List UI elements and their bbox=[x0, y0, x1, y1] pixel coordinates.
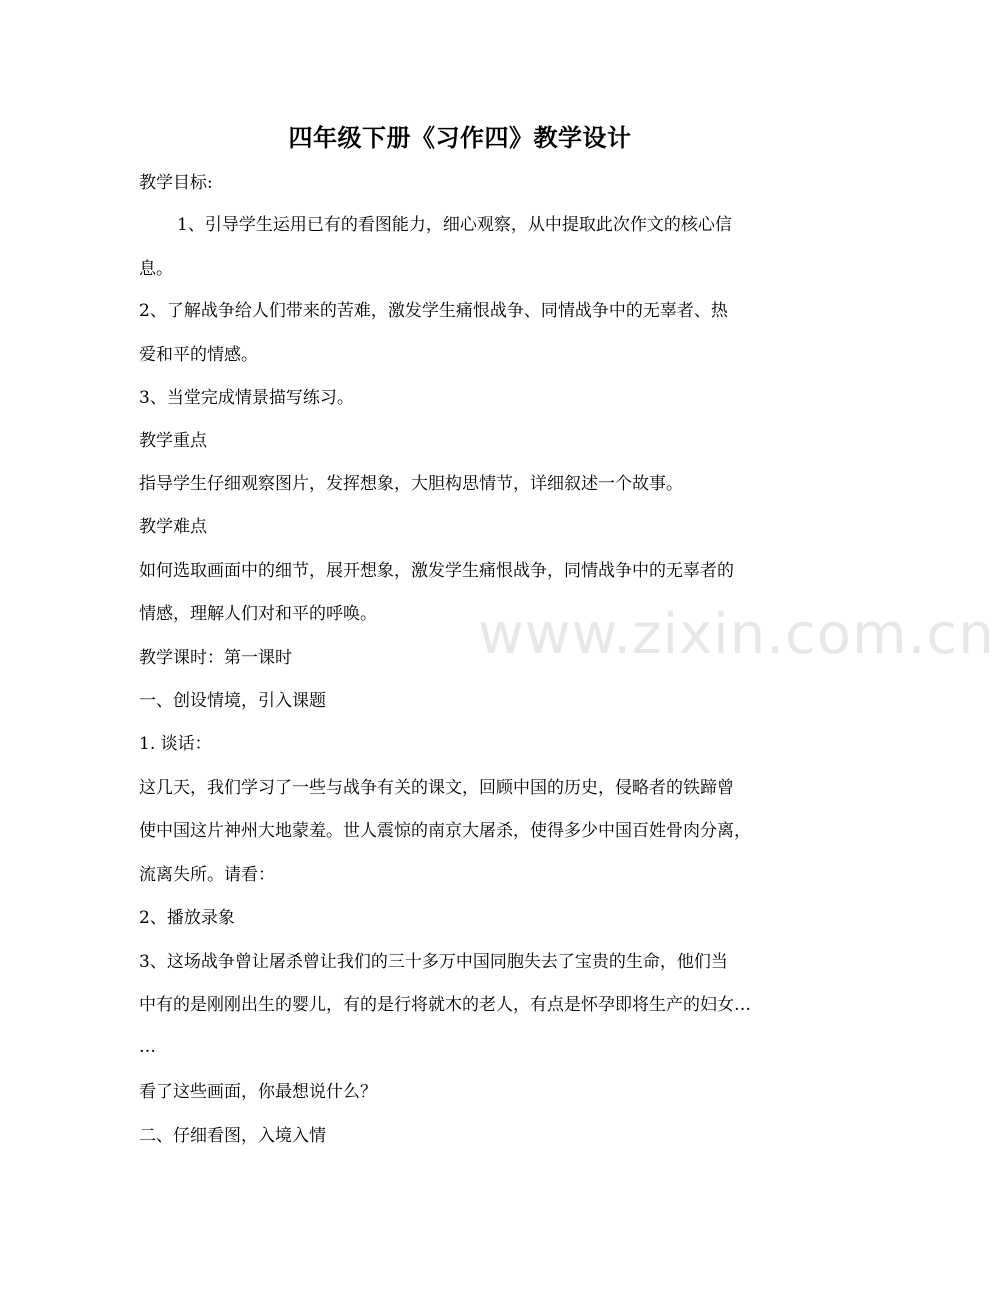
paragraph-line: 流离失所。请看： bbox=[139, 865, 275, 885]
section-heading-objectives: 教学目标: bbox=[139, 173, 213, 193]
paragraph-line: … bbox=[139, 1037, 156, 1057]
paragraph-line: 指导学生仔细观察图片，发挥想象，大胆构思情节，详细叙述一个故事。 bbox=[139, 474, 683, 494]
paragraph-line: 爱和平的情感。 bbox=[139, 345, 258, 365]
paragraph-line: 3、当堂完成情景描写练习。 bbox=[139, 388, 354, 408]
section-heading-periods: 教学课时：第一课时 bbox=[139, 648, 292, 668]
paragraph-line: 情感，理解人们对和平的呼唤。 bbox=[139, 604, 377, 624]
section-heading-part-one: 一、创设情境，引入课题 bbox=[139, 691, 326, 711]
section-heading-key-points: 教学重点 bbox=[139, 431, 207, 451]
paragraph-line: 1. 谈话： bbox=[139, 734, 212, 754]
document-title: 四年级下册《习作四》教学设计 bbox=[288, 123, 632, 152]
paragraph-line: 使中国这片神州大地蒙羞。世人震惊的南京大屠杀，使得多少中国百姓骨肉分离， bbox=[139, 821, 751, 841]
paragraph-line: 如何选取画面中的细节，展开想象，激发学生痛恨战争，同情战争中的无辜者的 bbox=[139, 561, 734, 581]
paragraph-line: 息。 bbox=[139, 259, 173, 279]
paragraph-line: 中有的是刚刚出生的婴儿，有的是行将就木的老人，有点是怀孕即将生产的妇女… bbox=[139, 995, 751, 1015]
paragraph-line: 这几天，我们学习了一些与战争有关的课文，回顾中国的历史，侵略者的铁蹄曾 bbox=[139, 778, 734, 798]
paragraph-line: 3、这场战争曾让屠杀曾让我们的三十多万中国同胞失去了宝贵的生命，他们当 bbox=[139, 952, 728, 972]
watermark: www.zixin.com.cn bbox=[478, 602, 995, 667]
paragraph-line: 2、了解战争给人们带来的苦难，激发学生痛恨战争、同情战争中的无辜者、热 bbox=[139, 301, 728, 321]
paragraph-line: 2、播放录象 bbox=[139, 908, 235, 928]
section-heading-part-two: 二、仔细看图，入境入情 bbox=[139, 1126, 326, 1146]
paragraph-line: 1、引导学生运用已有的看图能力，细心观察，从中提取此次作文的核心信 bbox=[177, 215, 732, 235]
paragraph-line: 看了这些画面，你最想说什么？ bbox=[139, 1082, 377, 1102]
section-heading-difficulties: 教学难点 bbox=[139, 517, 207, 537]
